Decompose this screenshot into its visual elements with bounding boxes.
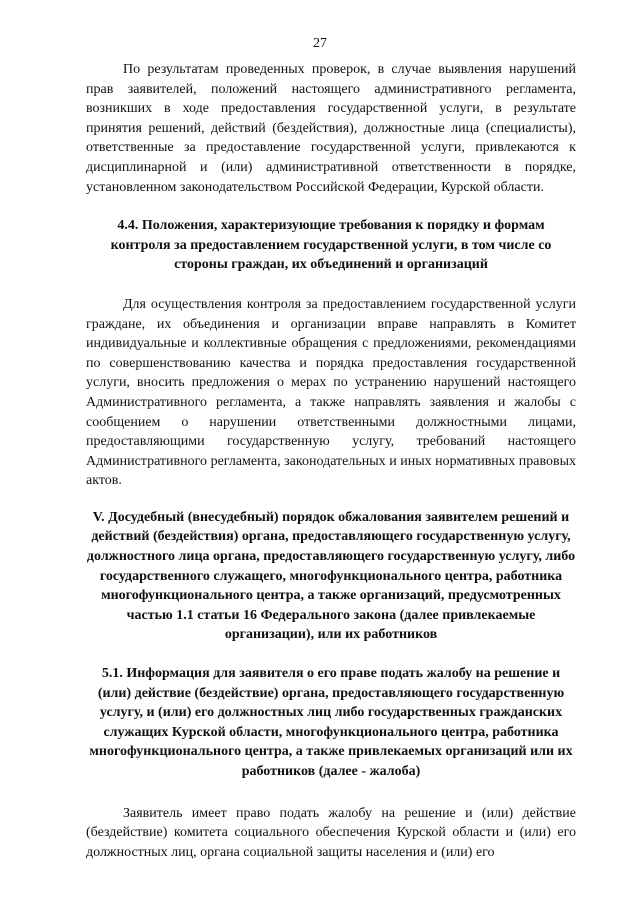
paragraph-complaint-right: Заявитель имеет право подать жалобу на решение и (или) действие (бездействие) комитета социального обеспечения Курской области и (или) его должностных лиц, органа социальной защиты населения и (или) его bbox=[86, 805, 576, 860]
document-body bbox=[86, 60, 576, 862]
page-number: 27 bbox=[313, 36, 327, 51]
paragraph-control-by-citizens: Для осуществления контроля за предоставлением государственной услуги граждане, их объединения и организации вправе направлять в Комитет индивидуальные и коллективные обращения с предложениями, рекомендациями по совершенствованию качества и порядка предоставления государственной услуги, вносить предложения о мерах по устранению нарушений настоящего Административного регламента, а также направлять заявления и жалобы с сообщением о нарушении ответственными должностными лицами, предоставляющими государственную услугу, требований настоящего Административного регламента, законодательных и иных нормативных правовых актов. bbox=[86, 296, 576, 489]
paragraph-inspection-results: По результатам проведенных проверок, в случае выявления нарушений прав заявителей, положений настоящего административного регламента, возникших в ходе предоставления государственной услуги, в результате принятия решений, действий (бездействия), должностные лица (специалисты), ответственные за предоставление государственной услуги, привлекаются к дисциплинарной и (или) административной ответственности в порядке, установленном законодательством Российской Федерации, Курской области. bbox=[86, 62, 576, 195]
heading-section-5: V. Досудебный (внесудебный) порядок обжалования заявителем решений и действий (бездействия) органа, предоставляющего государственную услугу, должностного лица органа, предоставляющего государственную услугу, либо государственного служащего, многофункционального центра, работника многофункционального центра, а также организаций, предусмотренных частью 1.1 статьи 16 Федерального закона (далее привлекаемые организации), или их работников bbox=[86, 509, 576, 643]
heading-section-4-4: 4.4. Положения, характеризующие требования к порядку и формам контроля за предоставлением государственной услуги, в том числе со стороны граждан, их объединений и организаций bbox=[110, 218, 552, 273]
heading-section-5-1: 5.1. Информация для заявителя о его праве подать жалобу на решение и (или) действие (бездействие) органа, предоставляющего государственную услугу, и (или) его должностных лиц либо государственных гражданских служащих Курской области, многофункционального центра, работника многофункционального центра, а также привлекаемых организаций или их работников (далее - жалоба) bbox=[89, 666, 573, 779]
